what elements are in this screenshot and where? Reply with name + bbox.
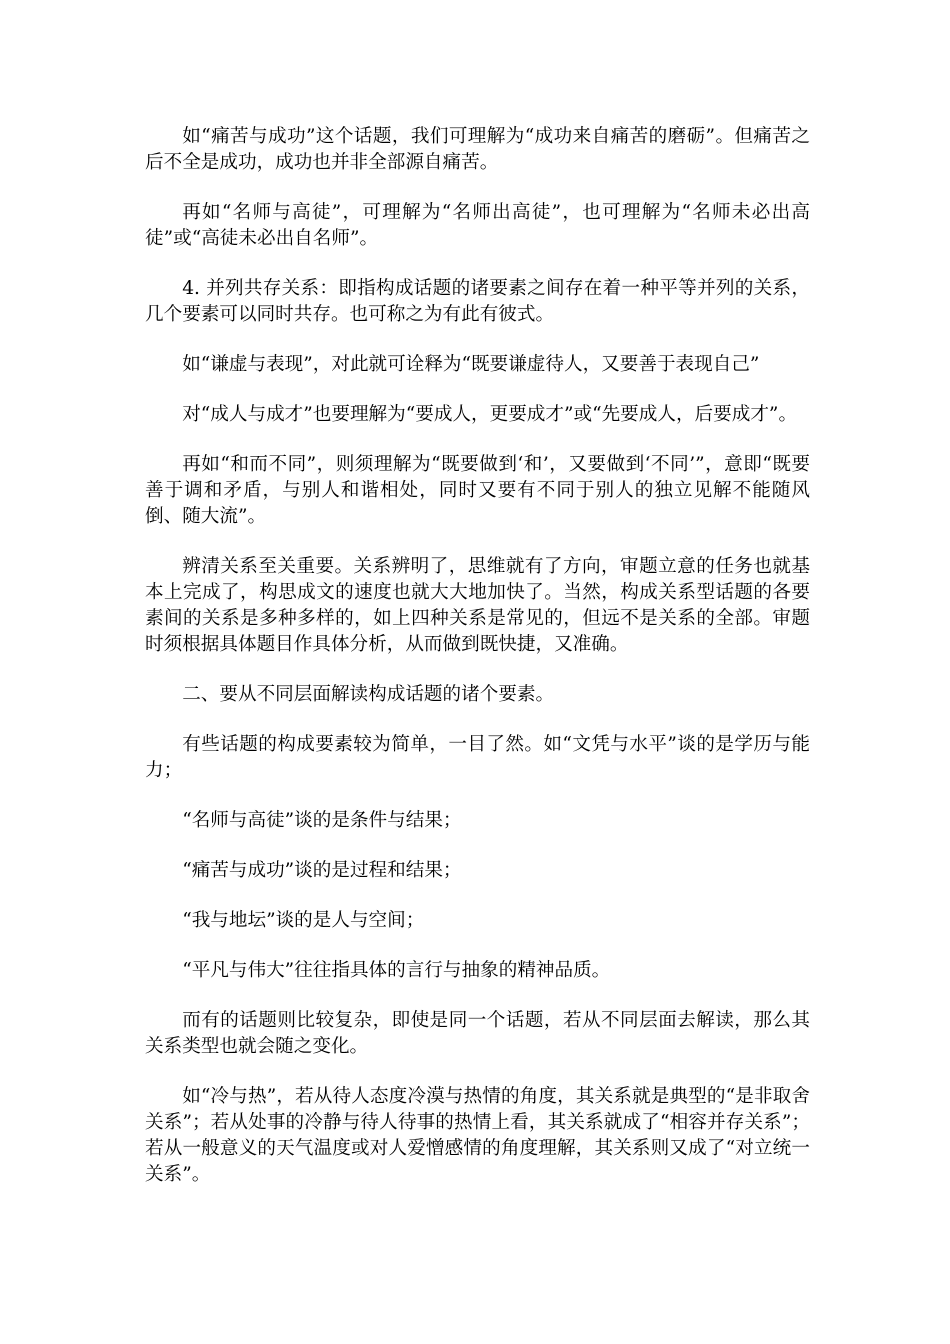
paragraph: 4. 并列共存关系：即指构成话题的诸要素之间存在着一种平等并列的关系，几个要素可以同时共存。也可称之为有此有彼式。 (145, 278, 810, 325)
paragraph: 再如“和而不同”，则须理解为“既要做到‘和’，又要做到‘不同’”，意即“既要善于调和矛盾，与别人和谐相处，同时又要有不同于别人的独立见解不能随风倒、随大流”。 (145, 454, 810, 527)
paragraph: 如“痛苦与成功”这个话题，我们可理解为“成功来自痛苦的磨砺”。但痛苦之后不全是成功，成功也并非全部源自痛苦。 (145, 126, 810, 173)
paragraph: 再如“名师与高徒”，可理解为“名师出高徒”，也可理解为“名师未必出高徒”或“高徒未必出自名师”。 (145, 202, 810, 249)
paragraph: “我与地坛”谈的是人与空间； (182, 910, 425, 931)
paragraph: 有些话题的构成要素较为简单，一目了然。如“文凭与水平”谈的是学历与能力； (145, 734, 810, 781)
document-page (145, 124, 810, 1212)
paragraph: 而有的话题则比较复杂，即使是同一个话题，若从不同层面去解读，那么其关系类型也就会随之变化。 (145, 1010, 810, 1057)
paragraph: 如“冷与热”，若从待人态度冷漠与热情的角度，其关系就是典型的“是非取舍关系”；若从处事的冷静与待人待事的热情上看，其关系就成了“相容并存关系”；若从一般意义的天气温度或对人爱憎感情的角度理解，其关系则又成了“对立统一关系”。 (145, 1086, 810, 1185)
paragraph: 如“谦虚与表现”，对此就可诠释为“既要谦虚待人，又要善于表现自己” (182, 354, 760, 375)
section-heading: 二、要从不同层面解读构成话题的诸个要素。 (182, 684, 555, 705)
paragraph: 辨清关系至关重要。关系辨明了，思维就有了方向，审题立意的任务也就基本上完成了，构思成文的速度也就大大地加快了。当然，构成关系型话题的各要素间的关系是多种多样的，如上四种关系是常见的，但远不是关系的全部。审题时须根据具体题目作具体分析，从而做到既快捷，又准确。 (145, 556, 810, 655)
paragraph: “名师与高徒”谈的是条件与结果； (182, 810, 462, 831)
paragraph: “痛苦与成功”谈的是过程和结果； (182, 860, 462, 881)
paragraph: “平凡与伟大”往往指具体的言行与抽象的精神品质。 (182, 960, 611, 981)
paragraph: 对“成人与成才”也要理解为“要成人，更要成才”或“先要成人，后要成才”。 (182, 404, 798, 425)
